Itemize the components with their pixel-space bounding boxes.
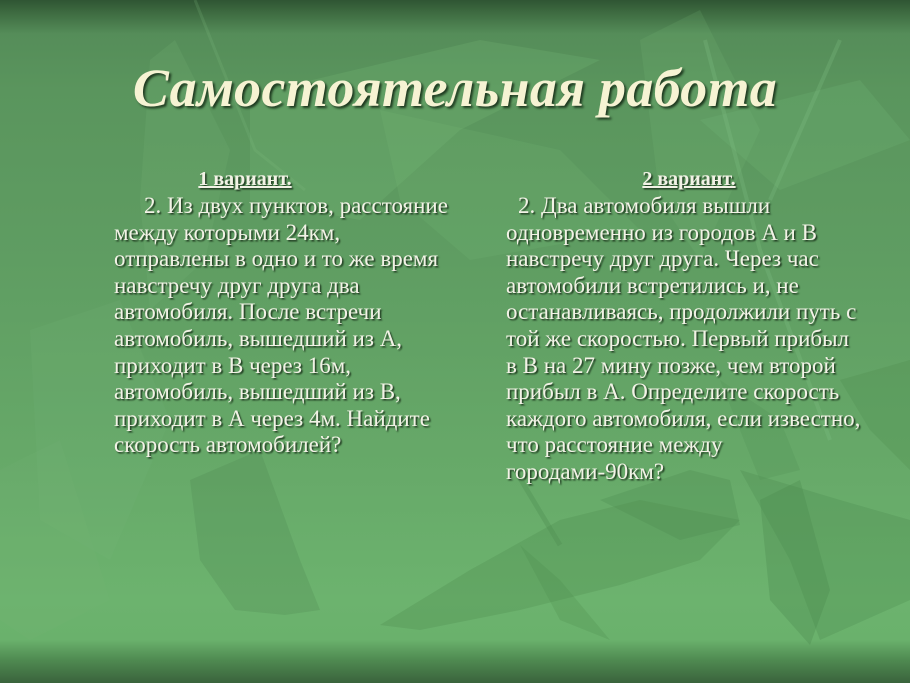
- variant-2-heading: 2 вариант.: [642, 168, 736, 190]
- variant-1-problem-text: 2. Из двух пунктов, расстояние между которыми 24км, отправлены в одно и то же время навстречу друг друга два автомобиля. После встречи автомобиль, вышедший из А, приходит в В через 16м, автомобиль, вышедший из В, приходит в А через 4м. Найдите скорость автомобилей?: [114, 193, 448, 458]
- variant-1-column: [114, 166, 454, 459]
- variant-1-heading: 1 вариант.: [198, 168, 292, 190]
- variant-2-column: [506, 166, 862, 486]
- variant-2-problem-text: 2. Два автомобиля вышли одновременно из городов А и В навстречу друг друга. Через час автомобили встретились и, не останавливаясь, продолжили путь с той же скоростью. Первый прибыл в В на 27 мину позже, чем второй прибыл в А. Определите скорость каждого автомобиля, если известно, что расстояние между городами-90км?: [506, 193, 861, 484]
- slide-title: Самостоятельная работа: [132, 58, 778, 118]
